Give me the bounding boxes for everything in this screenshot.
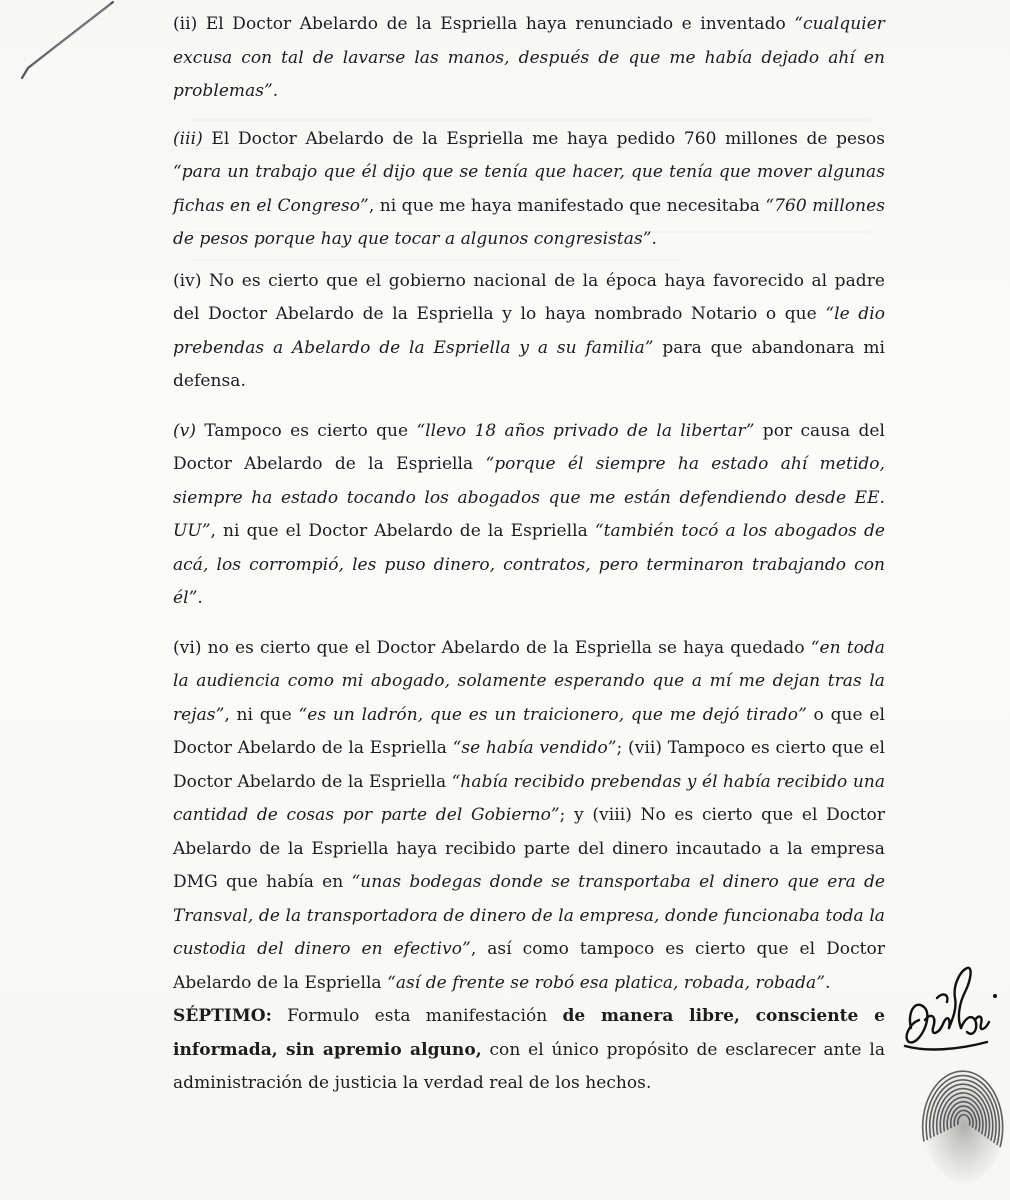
text-run: .	[272, 81, 279, 101]
text-run: “en toda la audiencia como mi abogado, solamente esperando que a mí me dejan tras la rejas”	[173, 637, 885, 725]
paragraph-vi-vii-viii	[173, 632, 885, 1001]
text-run: o que el Doctor Abelardo de la Espriella	[173, 704, 885, 758]
text-run: .	[651, 229, 657, 249]
text-run: SÉPTIMO:	[173, 1006, 272, 1026]
text-run: “se había vendido”	[452, 738, 617, 758]
text-run: “es un ladrón, que es un traicionero, que me dejó tirado”	[298, 704, 807, 725]
text-run: , ni que el Doctor Abelardo de la Espriella	[210, 521, 595, 541]
text-run: para que abandonara mi defensa.	[173, 337, 885, 391]
text-run: “760 millones de pesos porque hay que tocar a algunos congresistas”	[173, 195, 886, 249]
text-run: (v)	[173, 420, 197, 441]
text-run: , ni que	[224, 704, 299, 725]
text-run: “porque él siempre ha estado ahí metido, siempre ha estado tocando los abogados que me están defendiendo desde EE. UU”	[173, 454, 885, 541]
text-run: “para un trabajo que él dijo que se tenía que hacer, que tenía que mover algunas fichas en el Congreso”	[173, 162, 885, 216]
paragraph-v	[173, 415, 885, 616]
text-run: “le dio prebendas a Abelardo de la Espriella y a su familia”	[173, 304, 885, 358]
paragraph-iii	[173, 123, 885, 257]
paragraph-septimo	[173, 1000, 885, 1101]
text-run: (vi) no es cierto que el Doctor Abelardo de la Espriella se haya quedado	[173, 637, 811, 658]
fingerprint-icon	[918, 1062, 1010, 1187]
text-run: .	[824, 972, 831, 993]
text-run: (iii)	[173, 128, 203, 149]
text-run: “así de frente se robó esa platica, robada, robada”	[387, 972, 825, 993]
text-run: con el único propósito de esclarecer ante la administración de justicia la verdad real de los hechos.	[173, 1039, 885, 1093]
signature-icon	[897, 958, 1002, 1078]
text-run: “llevo 18 años privado de la libertar”	[416, 420, 755, 441]
text-run: ; y (viii) No es cierto que el Doctor Abelardo de la Espriella haya recibido parte del dinero incautado a la empresa DMG que había en	[173, 805, 885, 892]
text-run: “también tocó a los abogados de acá, los corrompió, les puso dinero, contratos, pero terminaron trabajando con él”	[173, 521, 885, 608]
text-run: , ni que me haya manifestado que necesitaba	[368, 195, 766, 216]
text-run: (iv) No es cierto que el gobierno nacional de la época haya favorecido al padre del Doctor Abelardo de la Espriella y lo haya nombrado Notario o que	[173, 270, 885, 324]
document-body	[173, 8, 885, 1101]
paragraph-ii	[173, 8, 885, 109]
text-run: “había recibido prebendas y él había recibido una cantidad de cosas por parte del Gobierno”	[173, 771, 886, 825]
text-run: El Doctor Abelardo de la Espriella me haya pedido 760 millones de pesos	[202, 128, 885, 149]
text-run: .	[197, 588, 203, 608]
pen-stroke-icon	[10, 0, 120, 90]
text-run: “unas bodegas donde se transportaba el dinero que era de Transval, de la transportadora de dinero de la empresa, donde funcionaba toda la custodia del dinero en efectivo”	[173, 872, 885, 959]
text-run: Formulo esta manifestación	[271, 1006, 563, 1026]
text-run: de manera libre, consciente e informada, sin apremio alguno,	[173, 1006, 886, 1060]
text-run: ; (vii) Tampoco es cierto que el Doctor Abelardo de la Espriella	[173, 738, 886, 792]
text-run: , así como tampoco es cierto que el Doctor Abelardo de la Espriella	[173, 939, 885, 993]
text-run: “cualquier excusa con tal de lavarse las manos, después de que me había dejado ahí en problemas”	[173, 14, 885, 101]
paragraph-iv	[173, 265, 885, 399]
text-run: Tampoco es cierto que	[196, 420, 417, 441]
text-run: (ii) El Doctor Abelardo de la Espriella haya renunciado e inventado	[173, 14, 795, 34]
text-run: por causa del Doctor Abelardo de la Espriella	[173, 420, 885, 474]
